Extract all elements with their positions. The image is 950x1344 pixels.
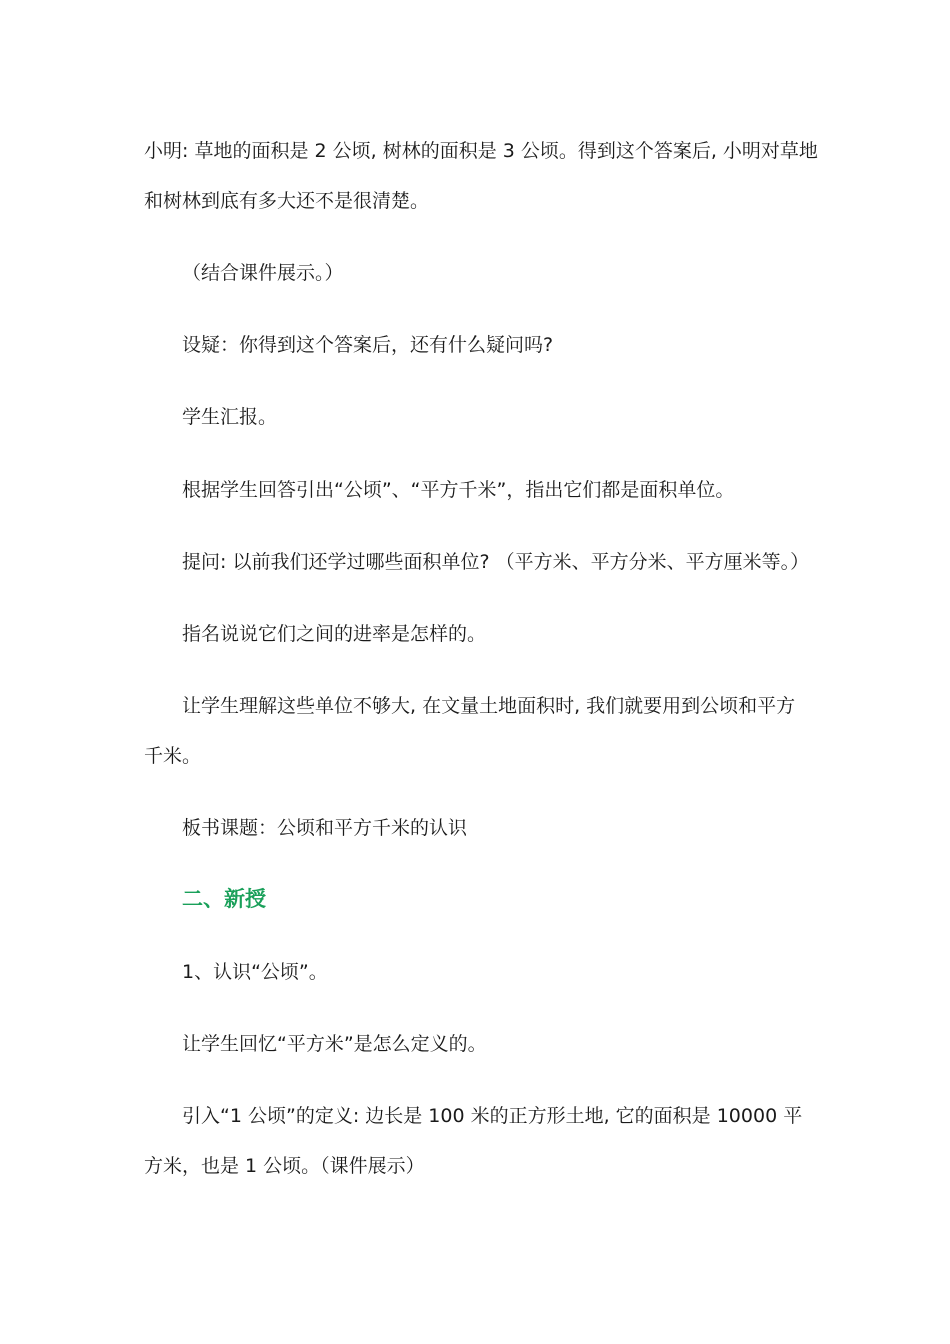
paragraph-introduce-units: 根据学生回答引出“公顷”、“平方千米”，指出它们都是面积单位。: [182, 479, 735, 501]
paragraph-ask-previous-units: 提问: 以前我们还学过哪些面积单位? （平方米、平方分米、平方厘米等。）: [182, 551, 810, 573]
paragraph-xiaoming-line-1: 小明: 草地的面积是 2 公顷, 树林的面积是 3 公顷。得到这个答案后, 小明对草地: [144, 140, 818, 162]
paragraph-board-title: 板书课题：公顷和平方千米的认识: [182, 817, 468, 839]
paragraph-hectare-definition-line-2: 方米，也是 1 公顷。（课件展示）: [144, 1155, 425, 1177]
paragraph-conversion-rates: 指名说说它们之间的进率是怎样的。: [182, 623, 487, 645]
paragraph-courseware-note: （结合课件展示。）: [182, 262, 344, 284]
paragraph-units-too-small-line-1: 让学生理解这些单位不够大, 在文量土地面积时, 我们就要用到公顷和平方: [182, 695, 796, 717]
paragraph-student-report: 学生汇报。: [182, 406, 278, 428]
paragraph-learn-hectare: 1、认识“公顷”。: [182, 961, 328, 983]
paragraph-xiaoming-line-2: 和树林到底有多大还不是很清楚。: [144, 190, 430, 212]
paragraph-units-too-small-line-2: 千米。: [144, 745, 202, 767]
paragraph-question-doubt: 设疑：你得到这个答案后，还有什么疑问吗?: [182, 334, 554, 356]
section-heading-new-lesson: 二、新授: [182, 887, 266, 911]
paragraph-recall-square-meter: 让学生回忆“平方米”是怎么定义的。: [182, 1033, 487, 1055]
paragraph-hectare-definition-line-1: 引入“1 公顷”的定义: 边长是 100 米的正方形土地, 它的面积是 10000 平: [182, 1105, 803, 1127]
